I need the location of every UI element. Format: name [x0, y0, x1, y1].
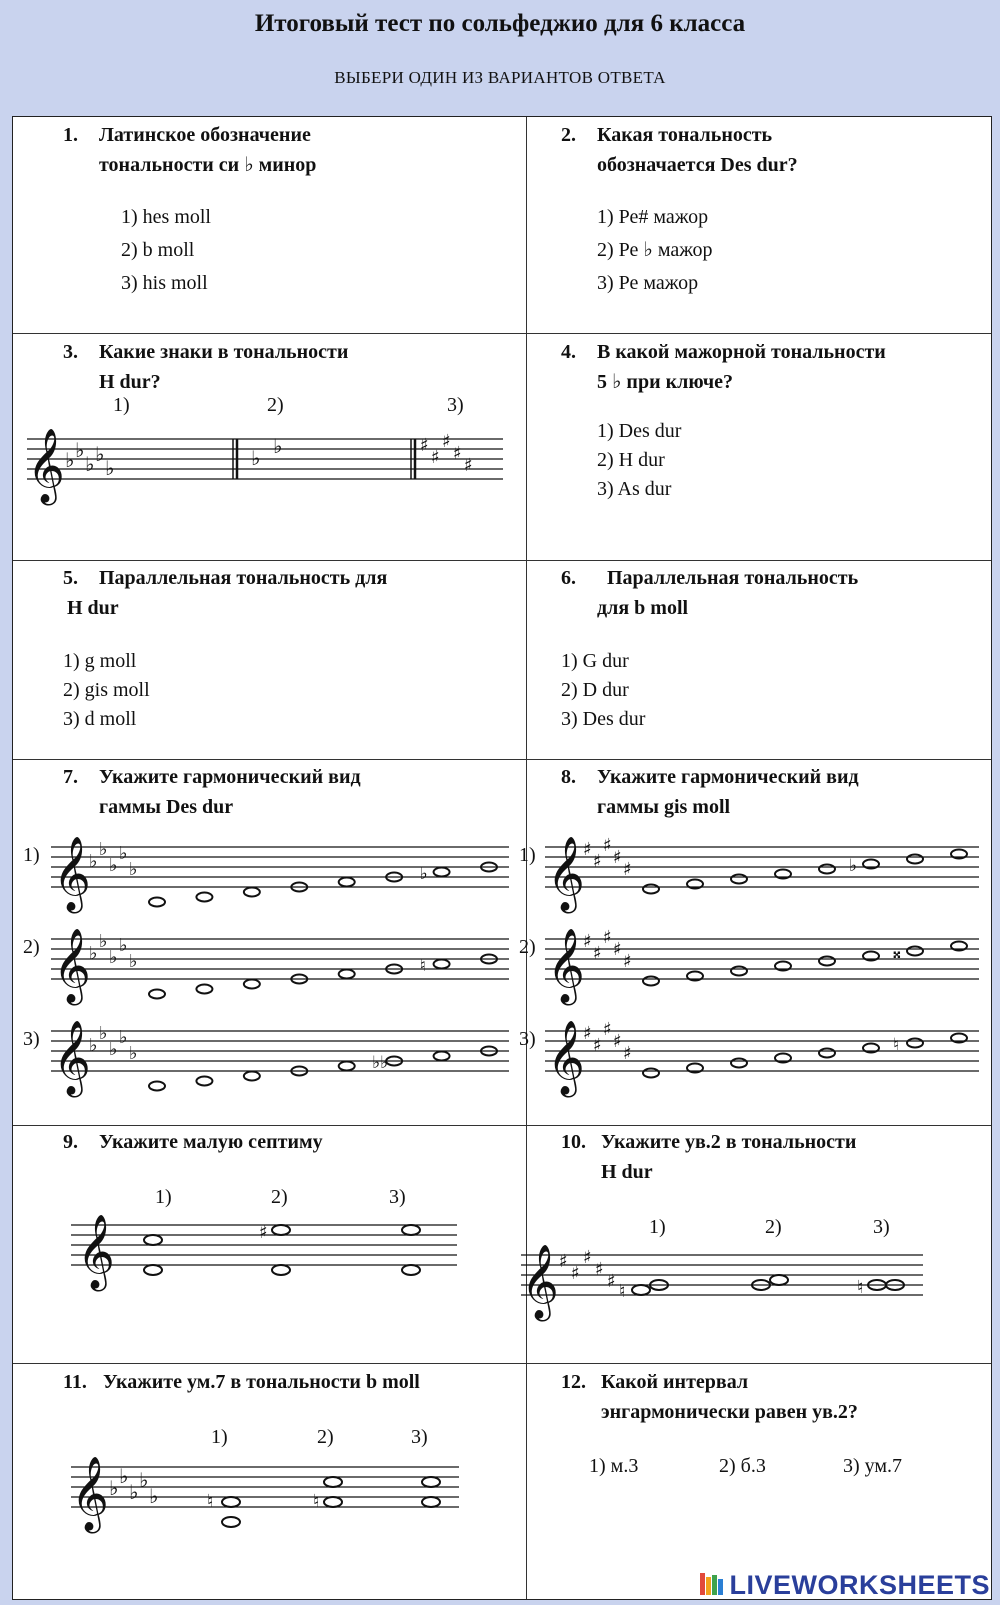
flat-icon: ♭	[273, 434, 283, 458]
flat-icon: ♭	[109, 855, 118, 876]
note	[643, 977, 659, 986]
scale-staves-q7	[23, 825, 513, 1115]
note	[434, 868, 450, 877]
option-label[interactable]: 3)	[411, 1426, 428, 1448]
natural-icon: ♮	[207, 1491, 214, 1512]
flat-icon: ♭	[105, 456, 115, 480]
sharp-icon: ♯	[593, 1035, 602, 1056]
question-text: Укажите ум.7 в тональности b moll	[103, 1371, 420, 1393]
flat-icon: ♭	[95, 442, 105, 466]
flat-icon: ♭	[119, 1027, 128, 1048]
option[interactable]: 2) D dur	[561, 679, 629, 701]
sharp-icon: ♯	[571, 1263, 580, 1284]
note	[731, 1059, 747, 1068]
flat-icon: ♭	[419, 864, 428, 884]
note	[422, 1477, 440, 1487]
flat-icon: ♭	[89, 1035, 98, 1056]
question-number: 12.	[561, 1371, 586, 1393]
question-text: Латинское обозначение тональности си ♭ минор	[99, 124, 317, 176]
note	[272, 1225, 290, 1235]
flat-icon: ♭	[119, 1464, 129, 1488]
question-number: 4.	[561, 341, 576, 363]
sharp-icon: ♯	[583, 931, 592, 952]
treble-clef-icon: 𝄞	[53, 837, 91, 911]
question-text: Какая тональность обозначается Des dur?	[597, 124, 798, 176]
natural-icon: ♮	[857, 1277, 864, 1298]
natural-icon: ♮	[893, 1035, 900, 1055]
sharp-icon: ♯	[464, 455, 473, 476]
question-number: 3.	[63, 341, 78, 363]
natural-icon: ♮	[313, 1491, 320, 1512]
question-text: Укажите гармонический вид гаммы Des dur	[99, 766, 361, 818]
question-number: 10.	[561, 1131, 586, 1153]
question-number: 1.	[63, 124, 78, 146]
option-label[interactable]: 1)	[155, 1186, 172, 1208]
row-divider	[13, 1363, 991, 1364]
row-divider	[13, 1125, 991, 1126]
option-label[interactable]: 3)	[389, 1186, 406, 1208]
logo-icon	[699, 1571, 725, 1597]
note	[731, 875, 747, 884]
flat-icon: ♭	[251, 446, 261, 470]
note	[339, 1062, 355, 1071]
question-text: Какие знаки в тональности H dur?	[99, 341, 349, 393]
option[interactable]: 1) м.3	[589, 1455, 639, 1477]
flat-icon: ♭	[99, 839, 108, 860]
options-4	[597, 417, 681, 504]
option[interactable]: 3) d moll	[63, 708, 137, 730]
natural-icon: ♮	[419, 956, 426, 976]
natural-icon: ♮	[619, 1281, 626, 1302]
option-label[interactable]: 1)	[519, 844, 536, 866]
note	[422, 1497, 440, 1507]
flat-icon: ♭	[109, 1039, 118, 1060]
option[interactable]: 3) Ре мажор	[597, 272, 699, 294]
flat-icon: ♭	[149, 1484, 159, 1508]
note	[149, 1082, 165, 1091]
note	[272, 1265, 290, 1275]
flat-icon: ♭	[119, 843, 128, 864]
flat-icon: ♭	[89, 851, 98, 872]
page-subtitle: ВЫБЕРИ ОДИН ИЗ ВАРИАНТОВ ОТВЕТА	[334, 68, 666, 87]
sharp-icon: ♯	[613, 847, 622, 868]
flat-icon: ♭	[65, 448, 75, 472]
flat-icon: ♭	[99, 931, 108, 952]
flat-icon: ♭	[129, 1480, 139, 1504]
sharp-icon: ♯	[583, 1023, 592, 1044]
flat-icon: ♭	[85, 452, 95, 476]
option-label[interactable]: 2)	[317, 1426, 334, 1448]
note	[244, 980, 260, 989]
sharp-icon: ♯	[583, 1247, 592, 1268]
note	[222, 1497, 240, 1507]
note	[907, 947, 923, 956]
note	[222, 1517, 240, 1527]
question-number: 8.	[561, 766, 576, 788]
sharp-icon: ♯	[623, 1043, 632, 1064]
note	[643, 1069, 659, 1078]
note	[643, 885, 659, 894]
note	[770, 1275, 788, 1285]
question-text: Какой интервал энгармонически равен ув.2?	[601, 1371, 858, 1423]
question-number: 2.	[561, 124, 576, 146]
treble-clef-icon: 𝄞	[547, 837, 585, 911]
flat-icon: ♭	[109, 1476, 119, 1500]
option-label[interactable]: 1)	[113, 394, 130, 416]
question-number: 5.	[63, 567, 78, 589]
option[interactable]: 3) ум.7	[843, 1455, 903, 1477]
option-label[interactable]: 3)	[519, 1028, 536, 1050]
option-label[interactable]: 1)	[23, 844, 40, 866]
double-flat-icon: ♭♭	[372, 1053, 389, 1073]
option-label[interactable]: 2)	[765, 1216, 782, 1238]
key-signature-staff	[27, 387, 507, 517]
option-label[interactable]: 3)	[23, 1028, 40, 1050]
note	[731, 967, 747, 976]
sharp-icon: ♯	[442, 431, 451, 452]
treble-clef-icon: 𝄞	[77, 1215, 115, 1289]
option[interactable]: 3) As dur	[597, 478, 672, 500]
sharp-icon: ♯	[603, 835, 612, 856]
note	[196, 985, 212, 994]
treble-clef-icon: 𝄞	[547, 1021, 585, 1095]
option[interactable]: 2) gis moll	[63, 679, 150, 701]
sharp-icon: ♯	[603, 927, 612, 948]
sharp-icon: ♯	[420, 435, 429, 456]
flat-icon: ♭	[109, 947, 118, 968]
question-number: 11.	[63, 1371, 87, 1393]
flat-icon: ♭	[129, 951, 138, 972]
sharp-icon: ♯	[603, 1019, 612, 1040]
question-text: Параллельная тональность для H dur	[67, 567, 388, 619]
option-label[interactable]: 1)	[211, 1426, 228, 1448]
option[interactable]: 1) Ре# мажор	[597, 206, 709, 228]
sharp-icon: ♯	[559, 1251, 568, 1272]
sharp-icon: ♯	[259, 1222, 268, 1243]
option[interactable]: 2) Ре ♭ мажор	[597, 239, 713, 261]
sharp-icon: ♯	[613, 939, 622, 960]
treble-clef-icon: 𝄞	[53, 929, 91, 1003]
note	[196, 1077, 212, 1086]
flat-icon: ♭	[119, 935, 128, 956]
note	[324, 1497, 342, 1507]
option-label[interactable]: 2)	[519, 936, 536, 958]
note	[434, 960, 450, 969]
sharp-icon: ♯	[595, 1259, 604, 1280]
treble-clef-icon: 𝄞	[71, 1457, 109, 1531]
question-text: Укажите ув.2 в тональности H dur	[601, 1131, 857, 1183]
note	[819, 1049, 835, 1058]
row-divider	[13, 759, 991, 760]
sharp-icon: ♯	[431, 447, 440, 468]
row-divider	[13, 333, 991, 334]
question-text: Параллельная тональность для b moll	[597, 567, 859, 619]
interval-staff-q9	[71, 1183, 471, 1293]
page-title: Итоговый тест по сольфеджио для 6 класса	[254, 10, 746, 37]
flat-icon: ♭	[75, 438, 85, 462]
note	[402, 1265, 420, 1275]
option-label[interactable]: 2)	[23, 936, 40, 958]
note	[144, 1235, 162, 1245]
question-text: Укажите малую септиму	[99, 1131, 323, 1153]
option-label[interactable]: 3)	[873, 1216, 890, 1238]
options-1	[121, 201, 211, 300]
option[interactable]: 1) hes moll	[121, 206, 211, 228]
option-label[interactable]: 2)	[271, 1186, 288, 1208]
sharp-icon: ♯	[623, 951, 632, 972]
option-label[interactable]: 2)	[267, 394, 284, 416]
sharp-icon: ♯	[613, 1031, 622, 1052]
question-number: 6.	[561, 567, 576, 589]
question-number: 9.	[63, 1131, 78, 1153]
sharp-icon: ♯	[623, 859, 632, 880]
sharp-icon: ♯	[593, 943, 602, 964]
treble-clef-icon: 𝄞	[521, 1245, 559, 1319]
note	[244, 888, 260, 897]
option[interactable]: 1) G dur	[561, 650, 629, 672]
sharp-icon: ♯	[583, 839, 592, 860]
sharp-icon: ♯	[453, 443, 462, 464]
note	[402, 1225, 420, 1235]
note	[907, 1039, 923, 1048]
note	[434, 1052, 450, 1061]
logo-text: LIVEWORKSHEETS	[729, 1570, 990, 1600]
note	[196, 893, 212, 902]
question-number: 7.	[63, 766, 78, 788]
row-divider	[13, 560, 991, 561]
note	[339, 878, 355, 887]
option-label[interactable]: 1)	[649, 1216, 666, 1238]
treble-clef-icon: 𝄞	[27, 429, 65, 503]
flat-icon: ♭	[849, 856, 858, 876]
interval-staff-q10	[521, 1213, 941, 1323]
options-6	[561, 647, 645, 734]
sharp-icon: ♯	[593, 851, 602, 872]
double-sharp-icon: 𝄪	[893, 943, 901, 963]
flat-icon: ♭	[129, 859, 138, 880]
note	[907, 855, 923, 864]
note	[149, 990, 165, 999]
option[interactable]: 1) Des dur	[597, 420, 682, 442]
option[interactable]: 2) b moll	[121, 239, 195, 261]
note	[632, 1285, 650, 1295]
note	[324, 1477, 342, 1487]
note	[339, 970, 355, 979]
liveworksheets-logo	[699, 1570, 990, 1601]
page-header	[0, 0, 1000, 116]
sharp-icon: ♯	[607, 1271, 616, 1292]
note	[149, 898, 165, 907]
option[interactable]: 1) g moll	[63, 650, 137, 672]
options-2	[597, 201, 713, 300]
note	[244, 1072, 260, 1081]
options-5	[63, 647, 150, 734]
flat-icon: ♭	[139, 1468, 149, 1492]
test-sheet	[12, 116, 992, 1600]
flat-icon: ♭	[129, 1043, 138, 1064]
question-text: В какой мажорной тональности 5 ♭ при ключе?	[597, 341, 886, 393]
interval-staff-q11	[71, 1423, 471, 1543]
option[interactable]: 2) б.3	[719, 1455, 766, 1477]
flat-icon: ♭	[89, 943, 98, 964]
note	[144, 1265, 162, 1275]
option[interactable]: 2) H dur	[597, 449, 665, 471]
question-text: Укажите гармонический вид гаммы gis moll	[597, 766, 859, 818]
option-label[interactable]: 3)	[447, 394, 464, 416]
option[interactable]: 3) Des dur	[561, 708, 646, 730]
treble-clef-icon: 𝄞	[547, 929, 585, 1003]
treble-clef-icon: 𝄞	[53, 1021, 91, 1095]
scale-staves-q8	[519, 825, 989, 1115]
flat-icon: ♭	[99, 1023, 108, 1044]
note	[819, 957, 835, 966]
option[interactable]: 3) his moll	[121, 272, 208, 294]
note	[819, 865, 835, 874]
